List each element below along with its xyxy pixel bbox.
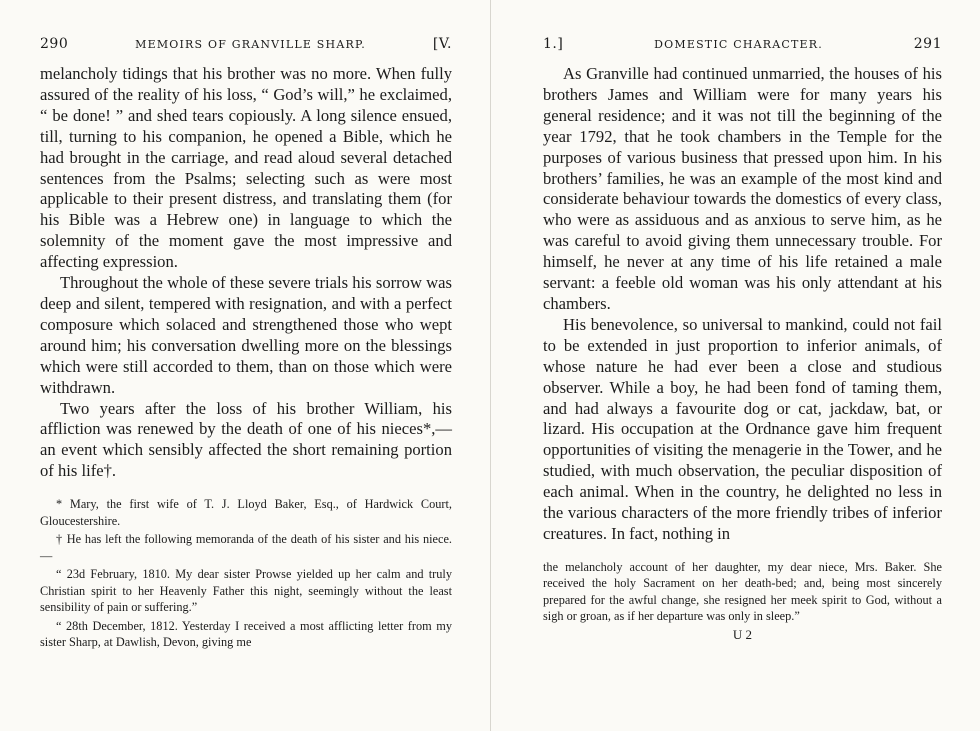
footnote-memoranda: † He has left the following memoranda of the death of his sister and his niece.— bbox=[40, 532, 452, 563]
left-chapter-marker: [V. bbox=[432, 36, 452, 52]
right-page-number: 291 bbox=[913, 36, 942, 52]
left-paragraph-1: melancholy tidings that his brother was no more. When fully assured of the reality of his loss, “ God’s will,” he exclaimed, “ be done! ” and shed tears copiously. A long silence ensued, till, turning to his companion, he opened a Bible, which he had brought in the carriage, and read aloud several detached sentences from the Psalms; selecting such as were most applicable to their present distress, and translating them (for his Bible was a Hebrew one) in language to which the solemnity of the moment gave the most impressive and affecting expression. bbox=[40, 64, 452, 272]
right-page bbox=[490, 0, 980, 731]
right-footnotes bbox=[543, 559, 942, 625]
signature-mark: U 2 bbox=[732, 626, 753, 642]
left-running-title: MEMOIRS OF GRANVILLE SHARP. bbox=[135, 38, 367, 51]
right-chapter-marker: 1.] bbox=[543, 36, 564, 52]
footnote-mary: * Mary, the first wife of T. J. Lloyd Baker, Esq., of Hardwick Court, Gloucestershire. bbox=[40, 497, 452, 528]
right-paragraph-2: His benevolence, so universal to mankind, could not fail to be extended in just proportion to inferior animals, of whose nature he had ever been a close and studious observer. While a boy, he had been fond of taming them, and had always a favourite dog or cat, jackdaw, bat, or lizard. His occupation at the Ordnance gave him frequent opportunities of visiting the menagerie in the Tower, and he studied, with much observation, the peculiar disposition of each animal. When in the country, he delighted no less in the various characters of the more friendly tribes of inferior creatures. In fact, nothing in bbox=[543, 314, 942, 543]
left-page-number: 290 bbox=[40, 36, 69, 52]
footnote-continuation: the melancholy account of her daughter, my dear niece, Mrs. Baker. She received the holy Sacrament on her death-bed; and, being most sincerely prepared for the awful change, she resigned her meek spirit to God, without a sigh or groan, as if her departure was only in sleep.” bbox=[543, 559, 942, 624]
footnote-1812-entry: “ 28th December, 1812. Yesterday I received a most afflicting letter from my sister Sharp, at Dawlish, Devon, giving me bbox=[40, 618, 452, 650]
left-paragraph-2: Throughout the whole of these severe trials his sorrow was deep and silent, tempered with resignation, and with a perfect composure which solaced and strengthened those who wept around him; his conversation dwelling more on the blessings which were still accorded to them, than on those which were withdrawn. bbox=[40, 273, 452, 397]
left-running-header bbox=[40, 36, 452, 58]
left-body-text bbox=[40, 64, 452, 482]
right-body-text bbox=[543, 64, 942, 545]
footnote-1810-entry: “ 23d February, 1810. My dear sister Prowse yielded up her calm and truly Christian spirit to her Heavenly Father this night, seemingly without the least sensibility of pain or suffering.” bbox=[40, 567, 452, 615]
left-paragraph-3: Two years after the loss of his brother William, his affliction was renewed by the death of one of his nieces*,—an event which sensibly affected the short remaining portion of his life†. bbox=[40, 398, 452, 481]
right-paragraph-1: As Granville had continued unmarried, the houses of his brothers James and William were for many years his general residence; and it was not till the beginning of the year 1792, that he took chambers in the Temple for the purposes of various business that pressed upon him. In his brothers’ families, he was an example of the most kind and considerate behaviour towards the domestics of every class, who were as assiduous and as anxious to serve him, as he was careful to avoid giving them unnecessary trouble. For himself, he never at any time of his life retained a male servant: a feeble old woman was his only attendant at his chambers. bbox=[543, 64, 942, 313]
right-running-header bbox=[543, 36, 942, 58]
left-footnotes bbox=[40, 496, 452, 651]
right-running-title: DOMESTIC CHARACTER. bbox=[654, 38, 823, 51]
